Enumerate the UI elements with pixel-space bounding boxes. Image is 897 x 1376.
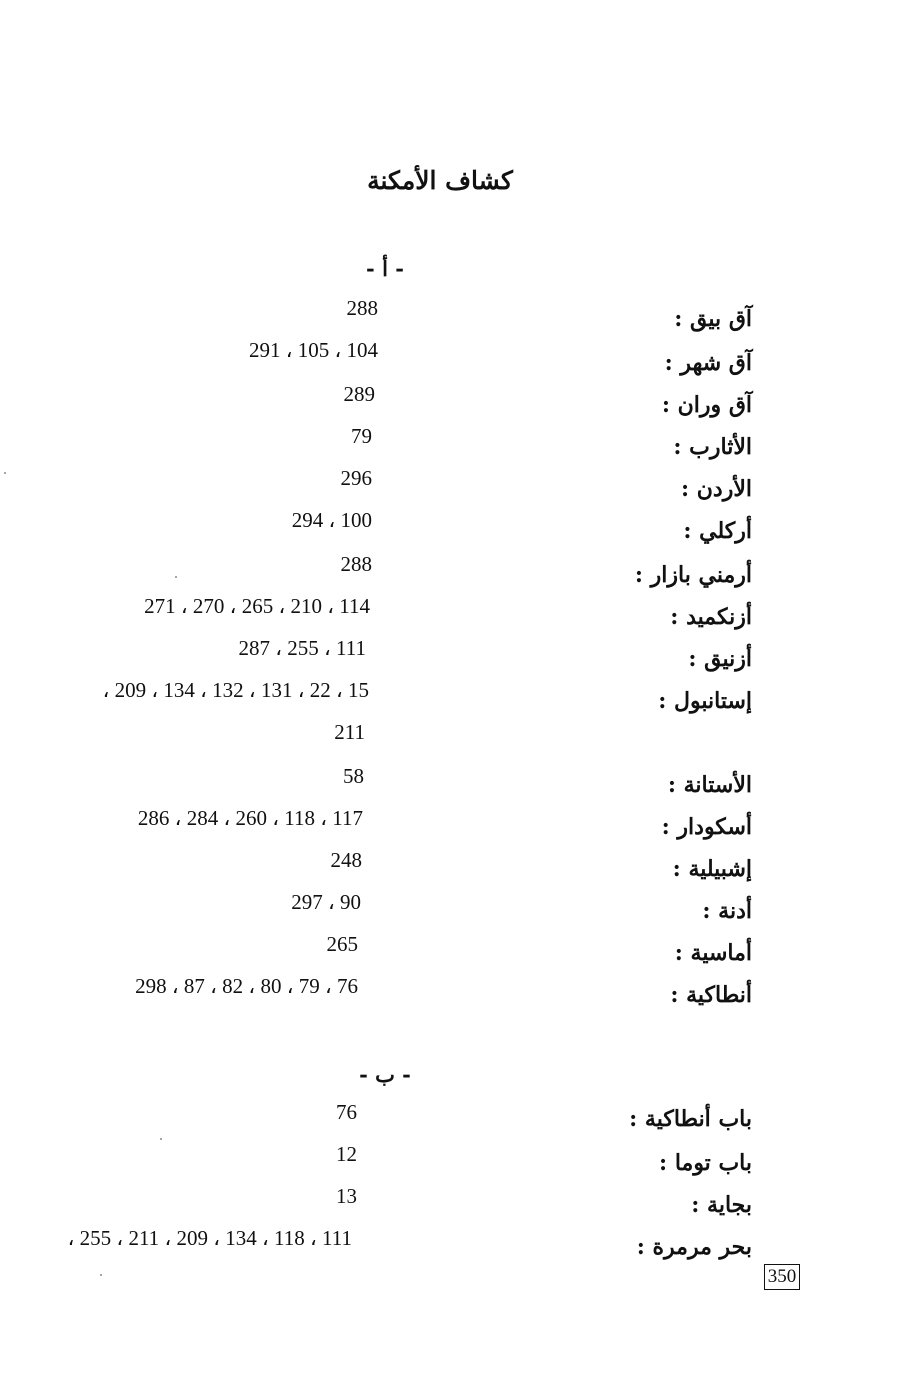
entry-pages: 79 (351, 424, 372, 448)
entry-name: الأثارب : (673, 434, 752, 460)
entry-pages: 15 ، 22 ، 131 ، 132 ، 134 ، 209 ، (102, 678, 369, 702)
entry-name: آق وران : (661, 392, 752, 418)
scan-speck (4, 472, 6, 474)
entry-pages: 111 ، 255 ، 287 (238, 636, 366, 660)
scan-speck (100, 1274, 102, 1276)
scan-speck (160, 1138, 162, 1140)
entry-pages: 211 (334, 720, 365, 744)
entry-name: أرمني بازار : (634, 562, 752, 588)
entry-pages: 117 ، 118 ، 260 ، 284 ، 286 (137, 806, 363, 830)
entry-pages: 90 ، 297 (291, 890, 361, 914)
entry-name: أزنيق : (688, 646, 752, 672)
section-letter: - أ - (366, 256, 404, 281)
entry-name: أركلي : (683, 518, 752, 544)
entry-pages: 265 (326, 932, 358, 956)
section-letter: - ب - (359, 1062, 411, 1087)
entry-name: آق بيق : (674, 306, 752, 332)
entry-name: الأستانة : (667, 772, 752, 798)
entry-pages: 296 (340, 466, 372, 490)
entry-name: أنطاكية : (670, 982, 752, 1008)
entry-pages: 111 ، 118 ، 134 ، 209 ، 211 ، 255 ، (67, 1226, 352, 1250)
entry-pages: 13 (336, 1184, 357, 1208)
entry-name: بجاية : (691, 1192, 752, 1218)
entry-name: آق شهر : (664, 350, 752, 376)
entry-pages: 288 (340, 552, 372, 576)
entry-name: باب توما : (659, 1150, 752, 1176)
page-title: كشاف الأمكنة (367, 166, 513, 195)
entry-pages: 114 ، 210 ، 265 ، 270 ، 271 (144, 594, 370, 618)
entry-pages: 248 (330, 848, 362, 872)
entry-name: إشبيلية : (672, 856, 752, 882)
entry-pages: 104 ، 105 ، 291 (248, 338, 378, 362)
entry-name: الأردن : (680, 476, 752, 502)
entry-pages: 289 (343, 382, 375, 406)
entry-pages: 288 (346, 296, 378, 320)
entry-name: أدنة : (702, 898, 752, 924)
entry-pages: 12 (336, 1142, 357, 1166)
entry-name: أماسية : (674, 940, 752, 966)
page-number: 350 (764, 1264, 800, 1290)
entry-pages: 76 (336, 1100, 357, 1124)
entry-name: أزنكميد : (670, 604, 752, 630)
entry-name: أسكودار : (661, 814, 752, 840)
entry-pages: 58 (343, 764, 364, 788)
scan-speck (175, 576, 177, 578)
entry-name: بحر مرمرة : (636, 1234, 752, 1260)
entry-name: باب أنطاكية : (629, 1106, 752, 1132)
entry-pages: 100 ، 294 (291, 508, 372, 532)
entry-pages: 76 ، 79 ، 80 ، 82 ، 87 ، 298 (135, 974, 358, 998)
entry-name: إستانبول : (658, 688, 752, 714)
